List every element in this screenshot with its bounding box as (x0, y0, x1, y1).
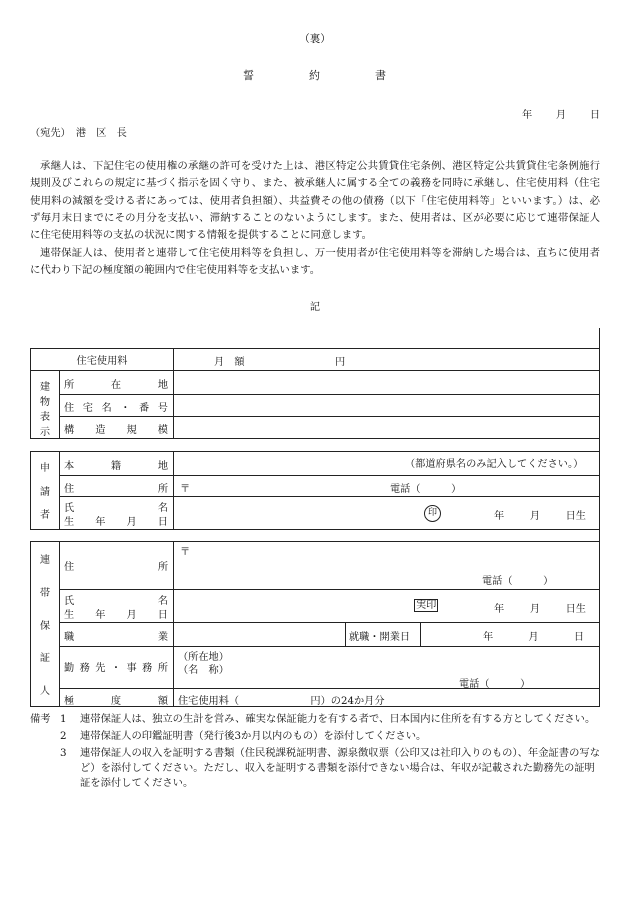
applicant-address-label: 住 所 (64, 484, 168, 495)
note-item: 備考 1 連帯保証人は、独立の生計を営み、確実な保証能力を有する者で、日本国内に住所を有する方としてください。 (30, 713, 596, 725)
employment-date: 年 月 日 (483, 632, 584, 643)
building-location-label: 所 在 地 (64, 380, 168, 391)
ki-label: 記 (309, 302, 321, 313)
workplace-label: 勤 務 先 ・ 事 務 所 (64, 663, 168, 674)
notes-label: 備考 (30, 713, 51, 725)
table-line (30, 541, 600, 542)
employment-date-label: 就職・開業日 (349, 632, 411, 643)
workplace-name-label: （名 称） (178, 665, 229, 676)
note-item: 2 連帯保証人の印鑑証明書（発行後3か月以内のもの）を添付してください。 (60, 730, 427, 742)
notes-section (30, 712, 605, 793)
applicant-phone: 電話（ ） (390, 484, 462, 495)
table-line (59, 541, 60, 706)
pledge-paragraph-2: 連帯保証人は、使用者と連帯して住宅使用料等を負担し、万一使用者が住宅使用料等を滞納した場合は、直ちに使用者に代わり下記の極度額の範囲内で住宅使用料等を支払います。 (30, 247, 600, 277)
table-line (30, 370, 600, 371)
guarantor-birth-date: 年 月 日生 (494, 604, 586, 615)
guarantor-group-label: 連 帯 保 証 人 (39, 555, 51, 697)
building-group-label: 建 物 表 示 (39, 382, 51, 438)
table-line (59, 622, 600, 623)
workplace-location-label: （所在地） (178, 652, 229, 663)
table-line (30, 529, 600, 530)
applicant-name-label: 氏 名 (64, 503, 168, 514)
applicant-domicile-label: 本 籍 地 (64, 461, 168, 472)
table-line (173, 451, 174, 529)
table-line (173, 541, 174, 706)
table-line (173, 348, 174, 438)
note-item: 3 連帯保証人の収入を証明する書類（住民税課税証明書、源泉徴収票（公印又は社印入りのもの）、年金証書の写など）を添付してください。ただし、収入を証明する書類を添付できない場合は、年収が記載された勤務先の証明証を添付してください。 (60, 747, 600, 789)
guarantor-postal-mark: 〒 (180, 547, 191, 558)
guarantor-birth-label: 生 年 月 日 (64, 610, 168, 621)
building-name-number-label: 住 宅 名 ・ 番 号 (64, 403, 168, 414)
addressee: （宛先） 港 区 長 (30, 128, 127, 139)
table-line (59, 475, 600, 476)
workplace-phone: 電話（ ） (459, 679, 531, 690)
table-line (30, 451, 600, 452)
guarantor-name-label: 氏 名 (64, 596, 168, 607)
guarantor-seal-mark (414, 599, 438, 612)
table-line (59, 370, 60, 438)
guarantor-address-label: 住 所 (64, 562, 168, 573)
table-line (59, 646, 600, 647)
applicant-postal-mark: 〒 (180, 484, 191, 495)
seal-circle-icon: 印 (424, 505, 441, 522)
table-line (59, 394, 600, 395)
table-line (345, 622, 346, 646)
rent-yen-unit: 円 (335, 357, 346, 368)
building-structure-label: 構 造 規 模 (64, 425, 168, 436)
table-line (59, 451, 60, 529)
limit-value: 住宅使用料（ 円）の24か月分 (178, 696, 385, 707)
applicant-birth-label: 生 年 月 日 (64, 517, 168, 528)
table-line (30, 438, 600, 439)
table-line (59, 496, 600, 497)
rent-monthly-label: 月 額 (214, 357, 245, 368)
document-title: 誓 約 書 (243, 69, 386, 82)
page-side-label: （裏） (299, 33, 331, 45)
limit-label: 極 度 額 (64, 696, 168, 707)
guarantor-phone: 電話（ ） (482, 576, 554, 587)
pledge-paragraph-1: 承継人は、下記住宅の使用権の承継の許可を受けた上は、港区特定公共賃貸住宅条例、港区特定公共賃貸住宅条例施行規則及びこれらの規定に基づく指示を固く守り、また、被承継人に属する全ての義務を同時に承継し、住宅使用料（住宅使用料の減額を受ける者にあっては、使用者負担額）、共益費その他の債務（以下「住宅使用料等」といいます。）は、必ず毎月末日までにその月分を支払い、滞納することのないようにします。また、使用者は、区が必要に応じて連帯保証人に住宅使用料等の支払の状況に関する情報を提供することに同意します。 (30, 160, 600, 242)
seal-box-icon: 実印 (416, 600, 437, 611)
rent-label: 住宅使用料 (76, 356, 128, 367)
applicant-domicile-note: （都道府県名のみ記入してください。） (405, 459, 584, 470)
applicant-seal-mark (424, 505, 441, 522)
table-line (599, 328, 600, 706)
applicant-group-label: 申 請 者 (39, 463, 51, 521)
table-line (59, 416, 600, 417)
applicant-birth-date: 年 月 日生 (494, 511, 586, 522)
table-line (59, 589, 600, 590)
date-line: 年 月 日 (522, 110, 600, 121)
table-line (420, 622, 421, 646)
guarantor-occupation-label: 職 業 (64, 632, 168, 643)
